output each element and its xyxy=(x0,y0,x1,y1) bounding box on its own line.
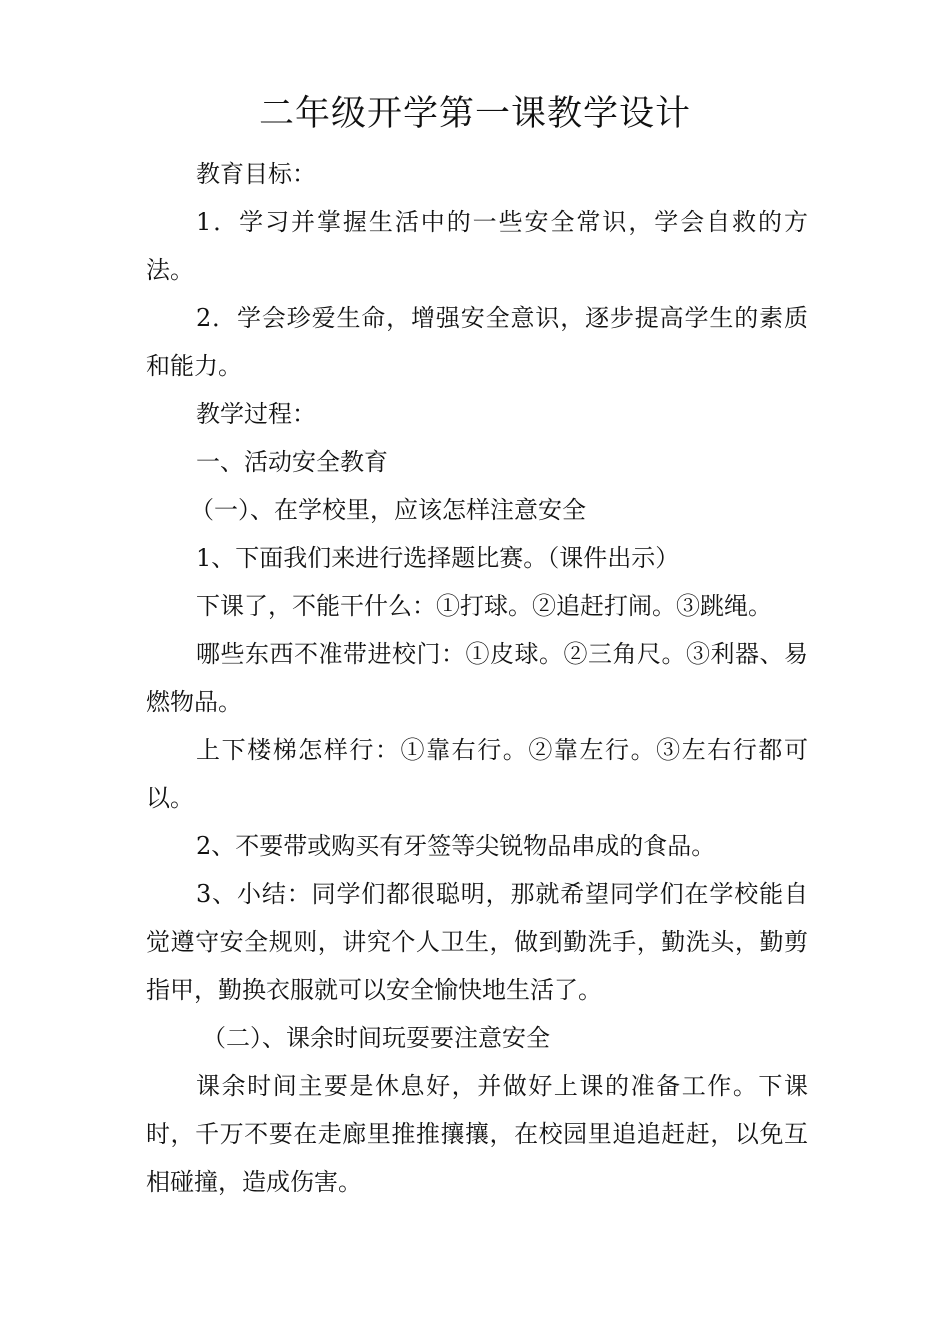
paragraph-break-time: 课余时间主要是休息好，并做好上课的准备工作。下课时，千万不要在走廊里推推攘攘，在校园里追追赶赶，以免互相碰撞，造成伤害。 xyxy=(146,1072,808,1196)
paragraph-question-stairs: 上下楼梯怎样行：①靠右行。②靠左行。③左右行都可以。 xyxy=(146,736,808,812)
paragraph-goal-1: 1．学习并掌握生活中的一些安全常识，学会自救的方法。 xyxy=(146,208,808,284)
document-body xyxy=(146,150,808,1206)
document-title: 二年级开学第一课教学设计 xyxy=(258,94,691,134)
paragraph-subsection-2-heading: （二）、课余时间玩耍要注意安全 xyxy=(202,1024,550,1052)
paragraph-education-goals-heading: 教育目标： xyxy=(196,160,316,188)
paragraph-subsection-1-heading: （一）、在学校里，应该怎样注意安全 xyxy=(190,496,586,524)
paragraph-question-prohibited-items: 哪些东西不准带进校门：①皮球。②三角尺。③利器、易燃物品。 xyxy=(146,640,808,716)
paragraph-teaching-process-heading: 教学过程： xyxy=(196,400,316,428)
paragraph-goal-2: 2．学会珍爱生命，增强安全意识，逐步提高学生的素质和能力。 xyxy=(146,304,808,380)
paragraph-item-2: 2、不要带或购买有牙签等尖锐物品串成的食品。 xyxy=(196,832,716,860)
paragraph-section-1-heading: 一、活动安全教育 xyxy=(196,448,388,476)
paragraph-item-1: 1、下面我们来进行选择题比赛。（课件出示） xyxy=(196,544,680,572)
paragraph-item-3-summary: 3、小结：同学们都很聪明，那就希望同学们在学校能自觉遵守安全规则，讲究个人卫生，做到勤洗手，勤洗头，勤剪指甲，勤换衣服就可以安全愉快地生活了。 xyxy=(146,880,808,1004)
paragraph-question-after-class: 下课了，不能干什么：①打球。②追赶打闹。③跳绳。 xyxy=(196,592,772,620)
